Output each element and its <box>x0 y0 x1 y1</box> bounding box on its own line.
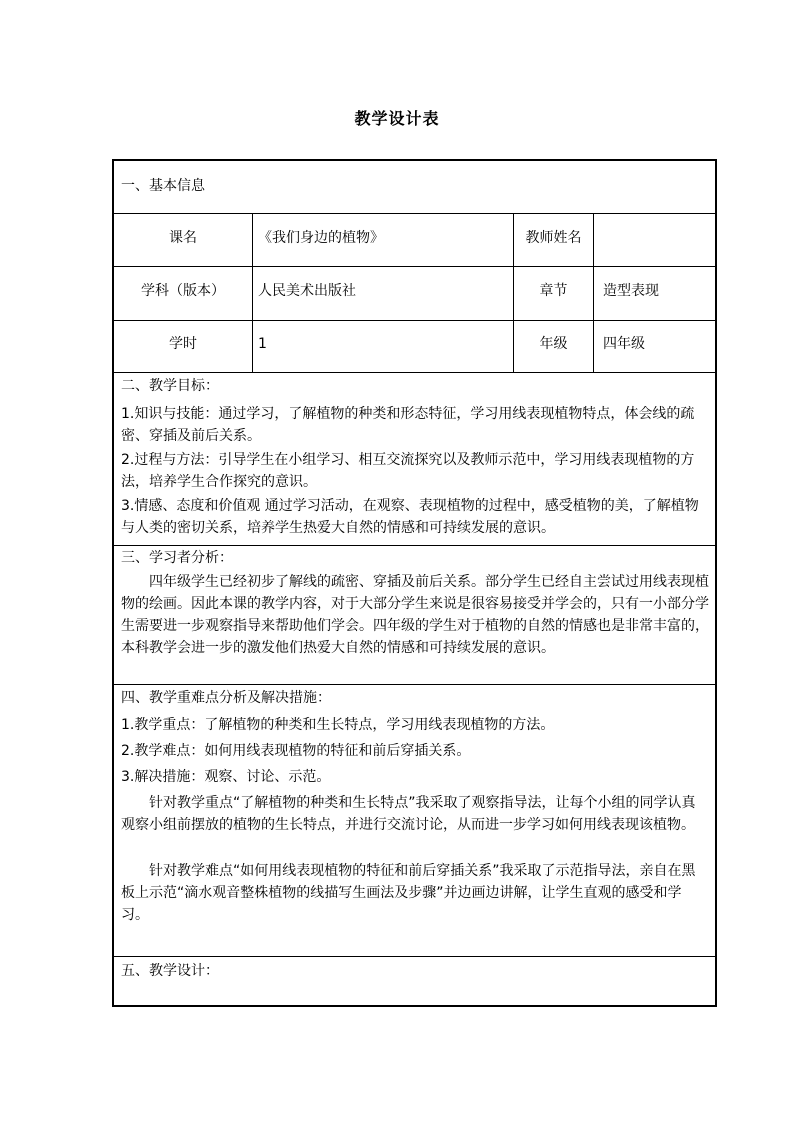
hours-label: 学时 <box>169 336 197 352</box>
row-divider <box>114 266 715 267</box>
page-title: 教学设计表 <box>354 109 440 128</box>
grade-label: 年级 <box>539 336 568 352</box>
section5-heading: 五、教学设计： <box>121 963 219 979</box>
strategy-paragraph: 针对教学重点“了解植物的种类和生长特点”我采取了观察指导法，让每个小组的同学认真观察小组前摆放的植物的生长特点，并进行交流讨论，从而进一步学习如何用线表现该植物。 <box>121 795 696 833</box>
lesson-design-table <box>112 159 717 1007</box>
section3-heading: 三、学习者分析： <box>121 550 233 566</box>
column-divider <box>593 213 594 373</box>
row-divider <box>114 320 715 321</box>
row-divider <box>114 545 715 546</box>
key-point-item: 2.教学难点：如何用线表现植物的特征和前后穿插关系。 <box>121 743 471 759</box>
teacher-name-label: 教师姓名 <box>525 230 582 246</box>
course-name-value: 《我们身边的植物》 <box>258 230 384 246</box>
strategy-paragraph: 针对教学难点“如何用线表现植物的特征和前后穿插关系”我采取了示范指导法，亲自在黑板上示范“滴水观音整株植物的线描写生画法及步骤”并边画边讲解，让学生直观的感受和学习。 <box>121 863 696 923</box>
row-divider <box>114 213 715 214</box>
row-divider <box>114 684 715 685</box>
learner-analysis-text: 四年级学生已经初步了解线的疏密、穿插及前后关系。部分学生已经自主尝试过用线表现植物的绘画。因此本课的教学内容，对于大部分学生来说是很容易接受并学会的，只有一小部分学生需要进一步观察指导来帮助他们学会。四年级的学生对于植物的自然的情感也是非常丰富的，本科教学会进一步的激发他们热爱大自然的情感和可持续发展的意识。 <box>121 574 709 656</box>
section4-heading: 四、教学重难点分析及解决措施： <box>121 690 331 706</box>
hours-value: 1 <box>258 336 267 352</box>
chapter-label: 章节 <box>539 283 568 299</box>
row-divider <box>114 956 715 957</box>
section2-heading: 二、教学目标： <box>121 378 219 394</box>
objective-item: 2.过程与方法：引导学生在小组学习、相互交流探究以及教师示范中，学习用线表现植物的方法，培养学生合作探究的意识。 <box>121 452 695 490</box>
section1-heading: 一、基本信息 <box>121 178 205 194</box>
key-point-item: 3.解决措施：观察、讨论、示范。 <box>121 769 331 785</box>
key-point-item: 1.教学重点：了解植物的种类和生长特点，学习用线表现植物的方法。 <box>121 717 555 733</box>
column-divider <box>252 213 253 373</box>
course-name-label: 课名 <box>169 230 197 246</box>
chapter-value: 造型表现 <box>603 283 659 299</box>
row-divider <box>114 372 715 373</box>
subject-value: 人民美术出版社 <box>258 283 356 299</box>
objective-item: 1.知识与技能：通过学习，了解植物的种类和形态特征，学习用线表现植物特点，体会线的疏密、穿插及前后关系。 <box>121 406 695 444</box>
subject-label: 学科（版本） <box>141 283 225 299</box>
grade-value: 四年级 <box>603 336 645 352</box>
objective-item: 3.情感、态度和价值观 通过学习活动，在观察、表现植物的过程中，感受植物的美，了解植物与人类的密切关系，培养学生热爱大自然的情感和可持续发展的意识。 <box>121 498 699 536</box>
